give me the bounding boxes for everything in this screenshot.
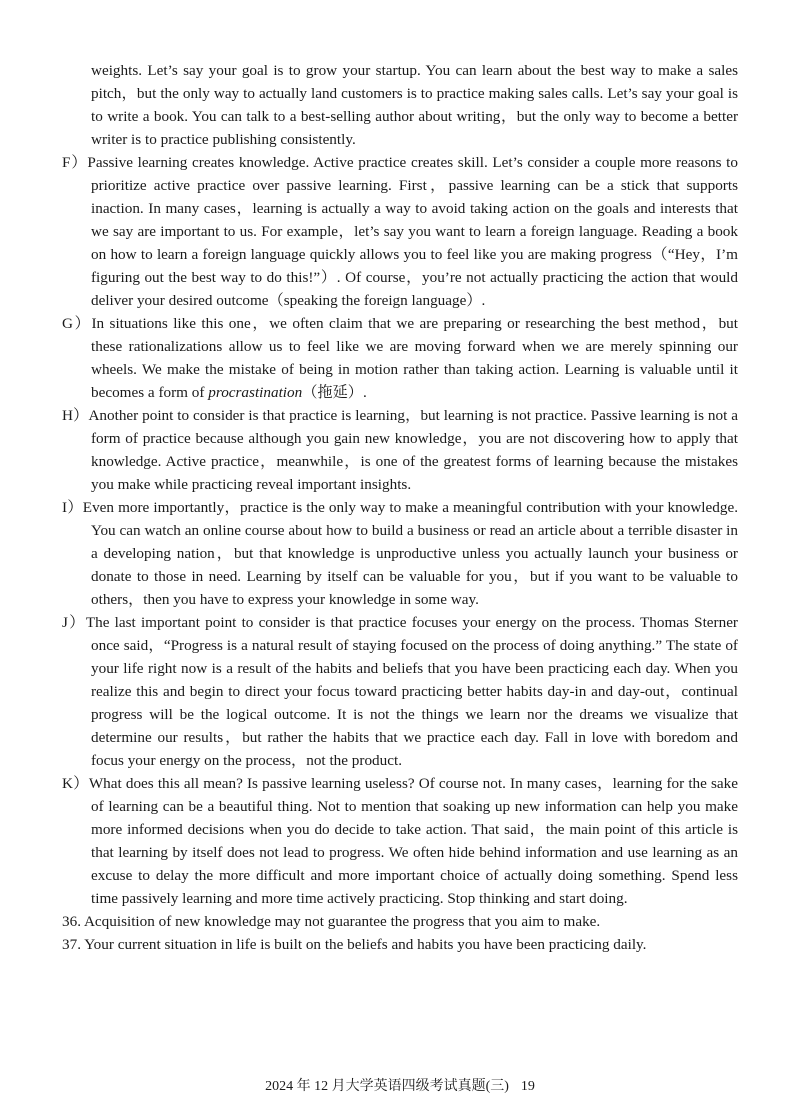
paragraph-text: Another point to consider is that practice is learning，but learning is not practice. Passive learning is not a form of practice because although you gain new knowledge，you are not discovering how to apply that knowledge. Active practice，meanwhile，is one of the greatest forms of learning because the mistakes you make while practicing reveal important insights. [88,407,738,493]
paragraph-label: J） [62,614,86,631]
paragraph-text-end: （拖延）. [302,384,367,401]
paragraph-text: Even more importantly，practice is the only way to make a meaningful contribution with your knowledge. You can watch an online course about how to build a business or read an article about a terrible disaster in a developing nation，but that knowledge is unproductive unless you actually launch your business or donate to those in need. Learning by itself can be valuable for you，but if you want to be valuable to others，then you have to express your knowledge in some way. [82,499,738,608]
paragraph-j [62,611,738,772]
question-37 [62,933,738,956]
question-text: Your current situation in life is built on the beliefs and habits you have been practicing daily. [84,936,647,953]
footer-title: 2024 年 12 月大学英语四级考试真题(三) [265,1079,509,1094]
paragraph-continuation [62,59,738,151]
paragraph-label: G） [62,315,92,332]
question-text: Acquisition of new knowledge may not guarantee the progress that you aim to make. [83,913,601,930]
paragraph-i [62,496,738,611]
page-number: 19 [520,1079,535,1094]
paragraph-label: I） [62,499,83,516]
question-number: 36. [62,913,81,930]
paragraph-k [62,772,738,910]
italic-term: procrastination [208,384,303,401]
paragraph-text: The last important point to consider is that practice focuses your energy on the process. Thomas Sterner once said，“Progress is a natural result of staying focused on the process of doing anything.” The state of your life right now is a result of the habits and beliefs that you have been practicing each day. When you realize this and begin to direct your focus toward practicing better habits day-in and day-out，continual progress will be the logical outcome. It is not the things we learn nor the dreams we visualize that determine our results，but rather the habits that we practice each day. Fall in love with boredom and focus your energy on the process，not the product. [85,614,738,769]
page-footer [0,1075,800,1095]
paragraph-label: F） [62,154,88,171]
document-body [62,59,738,956]
paragraph-label: H） [62,407,89,424]
paragraph-label: K） [62,775,89,792]
paragraph-text: In situations like this one，we often claim that we are preparing or researching the best method，but these rationalizations allow us to feel like we are moving forward when we are merely spinning our wheels. We make the mistake of being in motion rather than taking action. Learning is valuable until it becomes a form of [91,315,738,401]
paragraph-text: What does this all mean? Is passive learning useless? Of course not. In many cases，learning for the sake of learning can be a beautiful thing. Not to mention that soaking up new information can help you make more informed decisions when you do decide to take action. That said，the main point of this article is that learning by itself does not lead to progress. We often hide behind information and use learning as an excuse to delay the more difficult and more important choice of actually doing something. Spend less time passively learning and more time actively practicing. Stop thinking and start doing. [88,775,739,907]
question-36 [62,910,738,933]
paragraph-text: weights. Let’s say your goal is to grow your startup. You can learn about the best way to make a sales pitch，but the only way to actually land customers is to practice making sales calls. Let’s say your goal is to write a book. You can talk to a best-selling author about writing，but the only way to become a better writer is to practice publishing consistently. [91,62,738,148]
paragraph-text: Passive learning creates knowledge. Active practice creates skill. Let’s consider a couple more reasons to prioritize active practice over passive learning. First，passive learning can be a stick that supports inaction. In many cases，learning is actually a way to avoid taking action on the goals and interests that we say are important to us. For example，let’s say you want to learn a foreign language. Reading a book on how to learn a foreign language quickly allows you to feel like you are making progress（“Hey，I’m figuring out the best way to do this!”）. Of course，you’re not actually practicing the action that would deliver your desired outcome（speaking the foreign language）. [87,154,738,309]
paragraph-h [62,404,738,496]
paragraph-f [62,151,738,312]
question-number: 37. [62,936,81,953]
paragraph-g [62,312,738,404]
